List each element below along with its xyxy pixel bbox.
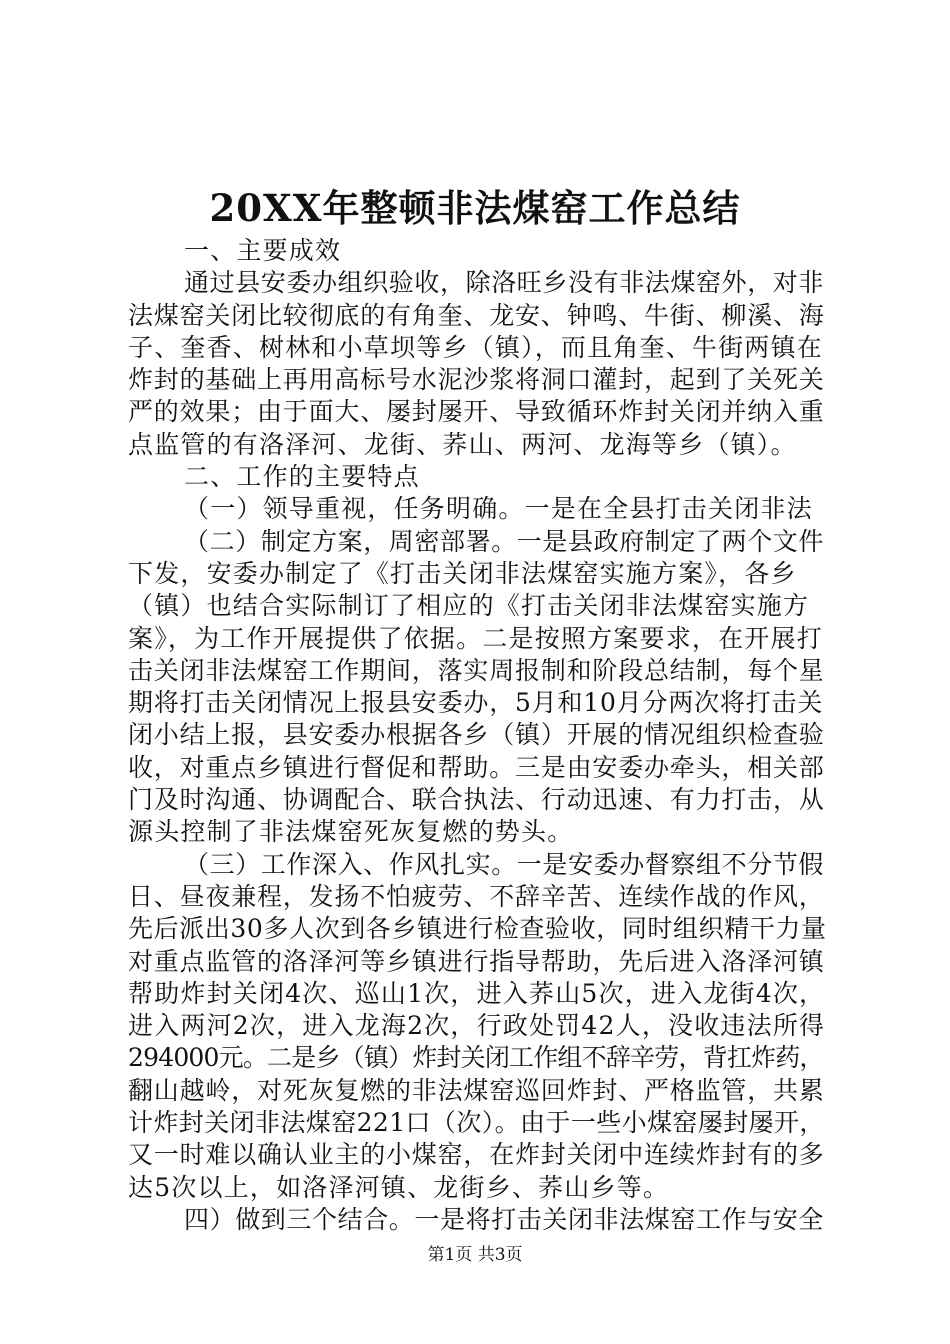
text-line: 点监管的有洛泽河、龙街、荞山、两河、龙海等乡（镇）。	[128, 429, 797, 459]
text-line: 案》，为工作开展提供了依据。二是按照方案要求，在开展打	[128, 623, 823, 653]
text-line: 翻山越岭，对死灰复燃的非法煤窑巡回炸封、严格监管，共累	[128, 1075, 825, 1105]
text-line: （二）制定方案，周密部署。一是县政府制定了两个文件	[184, 526, 825, 556]
text-line: 通过县安委办组织验收，除洛旺乡没有非法煤窑外，对非	[184, 268, 825, 298]
text-line: 日、昼夜兼程，发扬不怕疲劳、不辞辛苦、连续作战的作风，	[128, 881, 825, 911]
text-line: 达5次以上，如洛泽河镇、龙街乡、荞山乡等。	[128, 1172, 670, 1202]
text-line: 子、奎香、树林和小草坝等乡（镇），而且角奎、牛街两镇在	[128, 332, 823, 362]
text-line: 法煤窑关闭比较彻底的有角奎、龙安、钟鸣、牛街、柳溪、海	[128, 300, 825, 330]
text-line: 炸封的基础上再用高标号水泥沙浆将洞口灌封，起到了关死关	[128, 365, 825, 395]
text-line: 又一时难以确认业主的小煤窑，在炸封关闭中连续炸封有的多	[128, 1140, 825, 1170]
text-line: 收，对重点乡镇进行督促和帮助。三是由安委办牵头，相关部	[128, 752, 825, 782]
text-line: 先后派出30多人次到各乡镇进行检查验收，同时组织精干力量	[128, 914, 827, 944]
text-line: 对重点监管的洛泽河等乡镇进行指导帮助，先后进入洛泽河镇	[128, 946, 825, 976]
text-line: （三）工作深入、作风扎实。一是安委办督察组不分节假	[184, 849, 825, 879]
document-body	[128, 235, 828, 1236]
text-line: 击关闭非法煤窑工作期间，落实周报制和阶段总结制，每个星	[128, 655, 825, 685]
text-line: 下发，安委办制定了《打击关闭非法煤窑实施方案》，各乡	[128, 558, 797, 588]
text-line: 四）做到三个结合。一是将打击关闭非法煤窑工作与安全	[184, 1204, 825, 1234]
text-line: 源头控制了非法煤窑死灰复燃的势头。	[128, 817, 574, 847]
text-line: 门及时沟通、协调配合、联合执法、行动迅速、有力打击，从	[128, 785, 825, 815]
text-line: 二、工作的主要特点	[184, 462, 420, 492]
text-line: 294000元。二是乡（镇）炸封关闭工作组不辞辛劳，背扛炸药，	[128, 1043, 824, 1073]
text-line: 帮助炸封关闭4次、巡山1次，进入荞山5次，进入龙街4次，	[128, 978, 826, 1008]
text-line: 计炸封关闭非法煤窑221口（次）。由于一些小煤窑屡封屡开，	[128, 1108, 825, 1138]
text-line: 进入两河2次，进入龙海2次，行政处罚42人，没收违法所得	[128, 1011, 826, 1041]
text-line: （一）领导重视，任务明确。一是在全县打击关闭非法	[184, 494, 813, 524]
text-line: 一、主要成效	[184, 236, 342, 265]
text-line: 闭小结上报，县安委办根据各乡（镇）开展的情况组织检查验	[128, 720, 825, 750]
page-number-footer: 第1页 共3页	[427, 1245, 523, 1265]
document-title: 20XX年整顿非法煤窑工作总结	[209, 186, 741, 230]
text-line: 严的效果；由于面大、屡封屡开、导致循环炸封关闭并纳入重	[128, 397, 825, 427]
text-line: （镇）也结合实际制订了相应的《打击关闭非法煤窑实施方	[128, 591, 810, 621]
text-line: 期将打击关闭情况上报县安委办，5月和10月分两次将打击关	[128, 688, 824, 718]
